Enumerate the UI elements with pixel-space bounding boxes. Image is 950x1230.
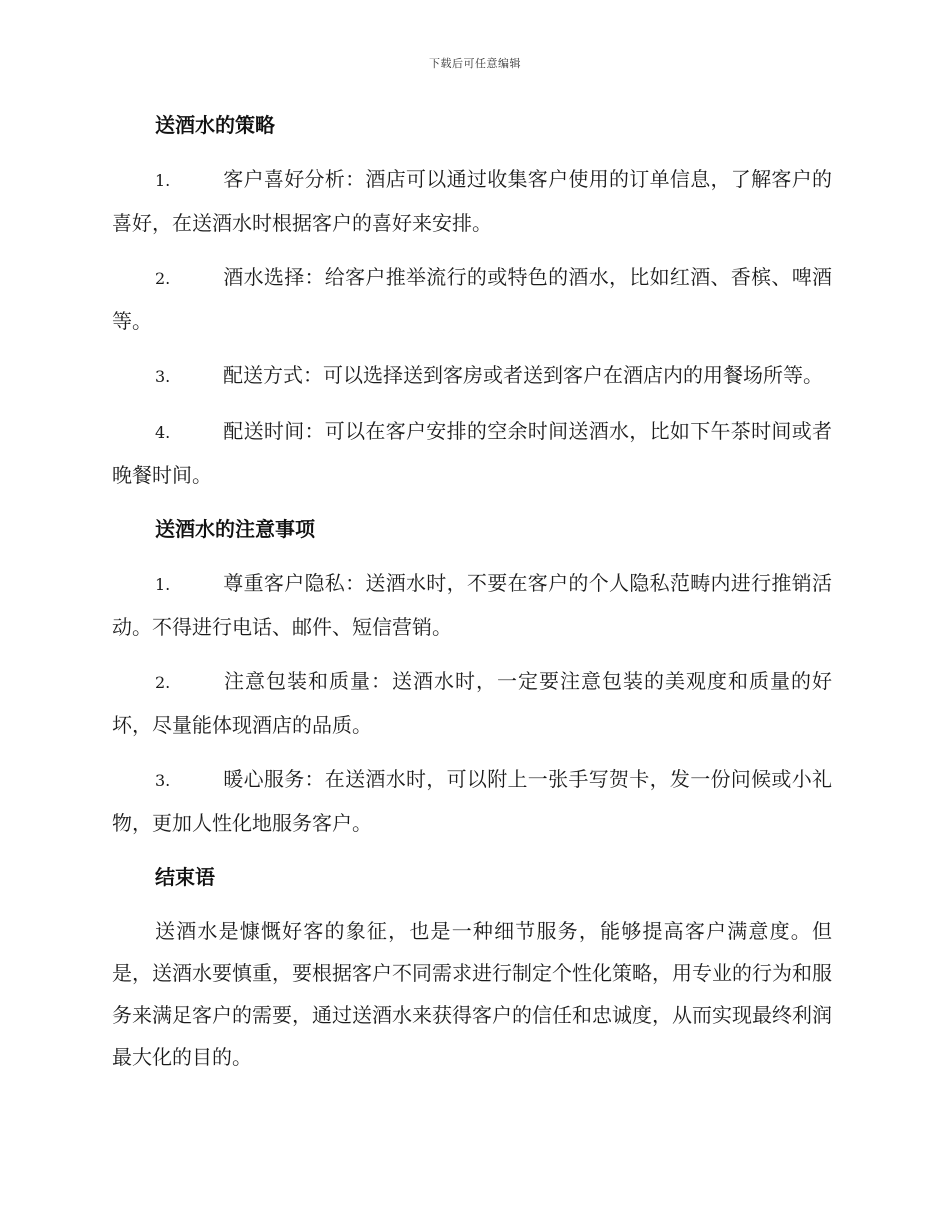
list-item	[112, 158, 832, 244]
list-item-number: 4.	[155, 423, 171, 442]
list-item-number: 1.	[155, 171, 171, 190]
list-item	[112, 562, 832, 648]
list-item-number: 2.	[155, 673, 171, 692]
section-heading-conclusion: 结束语	[155, 865, 215, 889]
page-header: 下载后可任意编辑	[429, 57, 521, 70]
section-heading-notes: 送酒水的注意事项	[155, 517, 315, 541]
list-item-number: 1.	[155, 575, 171, 594]
list-item-number: 3.	[155, 367, 171, 386]
list-item-number: 3.	[155, 771, 171, 790]
list-item-text: 客户喜好分析：酒店可以通过收集客户使用的订单信息，了解客户的喜好，在送酒水时根据客户的喜好来安排。	[112, 167, 832, 235]
list-item-text: 配送方式：可以选择送到客房或者送到客户在酒店内的用餐场所等。	[223, 363, 823, 387]
list-item	[112, 758, 832, 844]
list-item-text: 注意包装和质量：送酒水时，一定要注意包装的美观度和质量的好坏，尽量能体现酒店的品质。	[112, 669, 832, 737]
list-item-text: 配送时间：可以在客户安排的空余时间送酒水，比如下午茶时间或者晚餐时间。	[112, 419, 832, 487]
list-item	[112, 354, 832, 398]
list-item	[112, 660, 832, 746]
conclusion-paragraph: 送酒水是慷慨好客的象征，也是一种细节服务，能够提高客户满意度。但是，送酒水要慎重，要根据客户不同需求进行制定个性化策略，用专业的行为和服务来满足客户的需要，通过送酒水来获得客户的信任和忠诚度，从而实现最终利润最大化的目的。	[112, 919, 832, 1069]
list-item	[112, 410, 832, 496]
list-item-number: 2.	[155, 269, 171, 288]
section-heading-strategy: 送酒水的策略	[155, 113, 275, 137]
document-body	[112, 104, 832, 1078]
list-item-text: 尊重客户隐私：送酒水时，不要在客户的个人隐私范畴内进行推销活动。不得进行电话、邮件、短信营销。	[112, 571, 832, 639]
list-item-text: 酒水选择：给客户推举流行的或特色的酒水，比如红酒、香槟、啤酒等。	[112, 265, 832, 333]
list-item-text: 暖心服务：在送酒水时，可以附上一张手写贺卡，发一份问候或小礼物，更加人性化地服务客户。	[112, 767, 832, 835]
list-item	[112, 256, 832, 342]
